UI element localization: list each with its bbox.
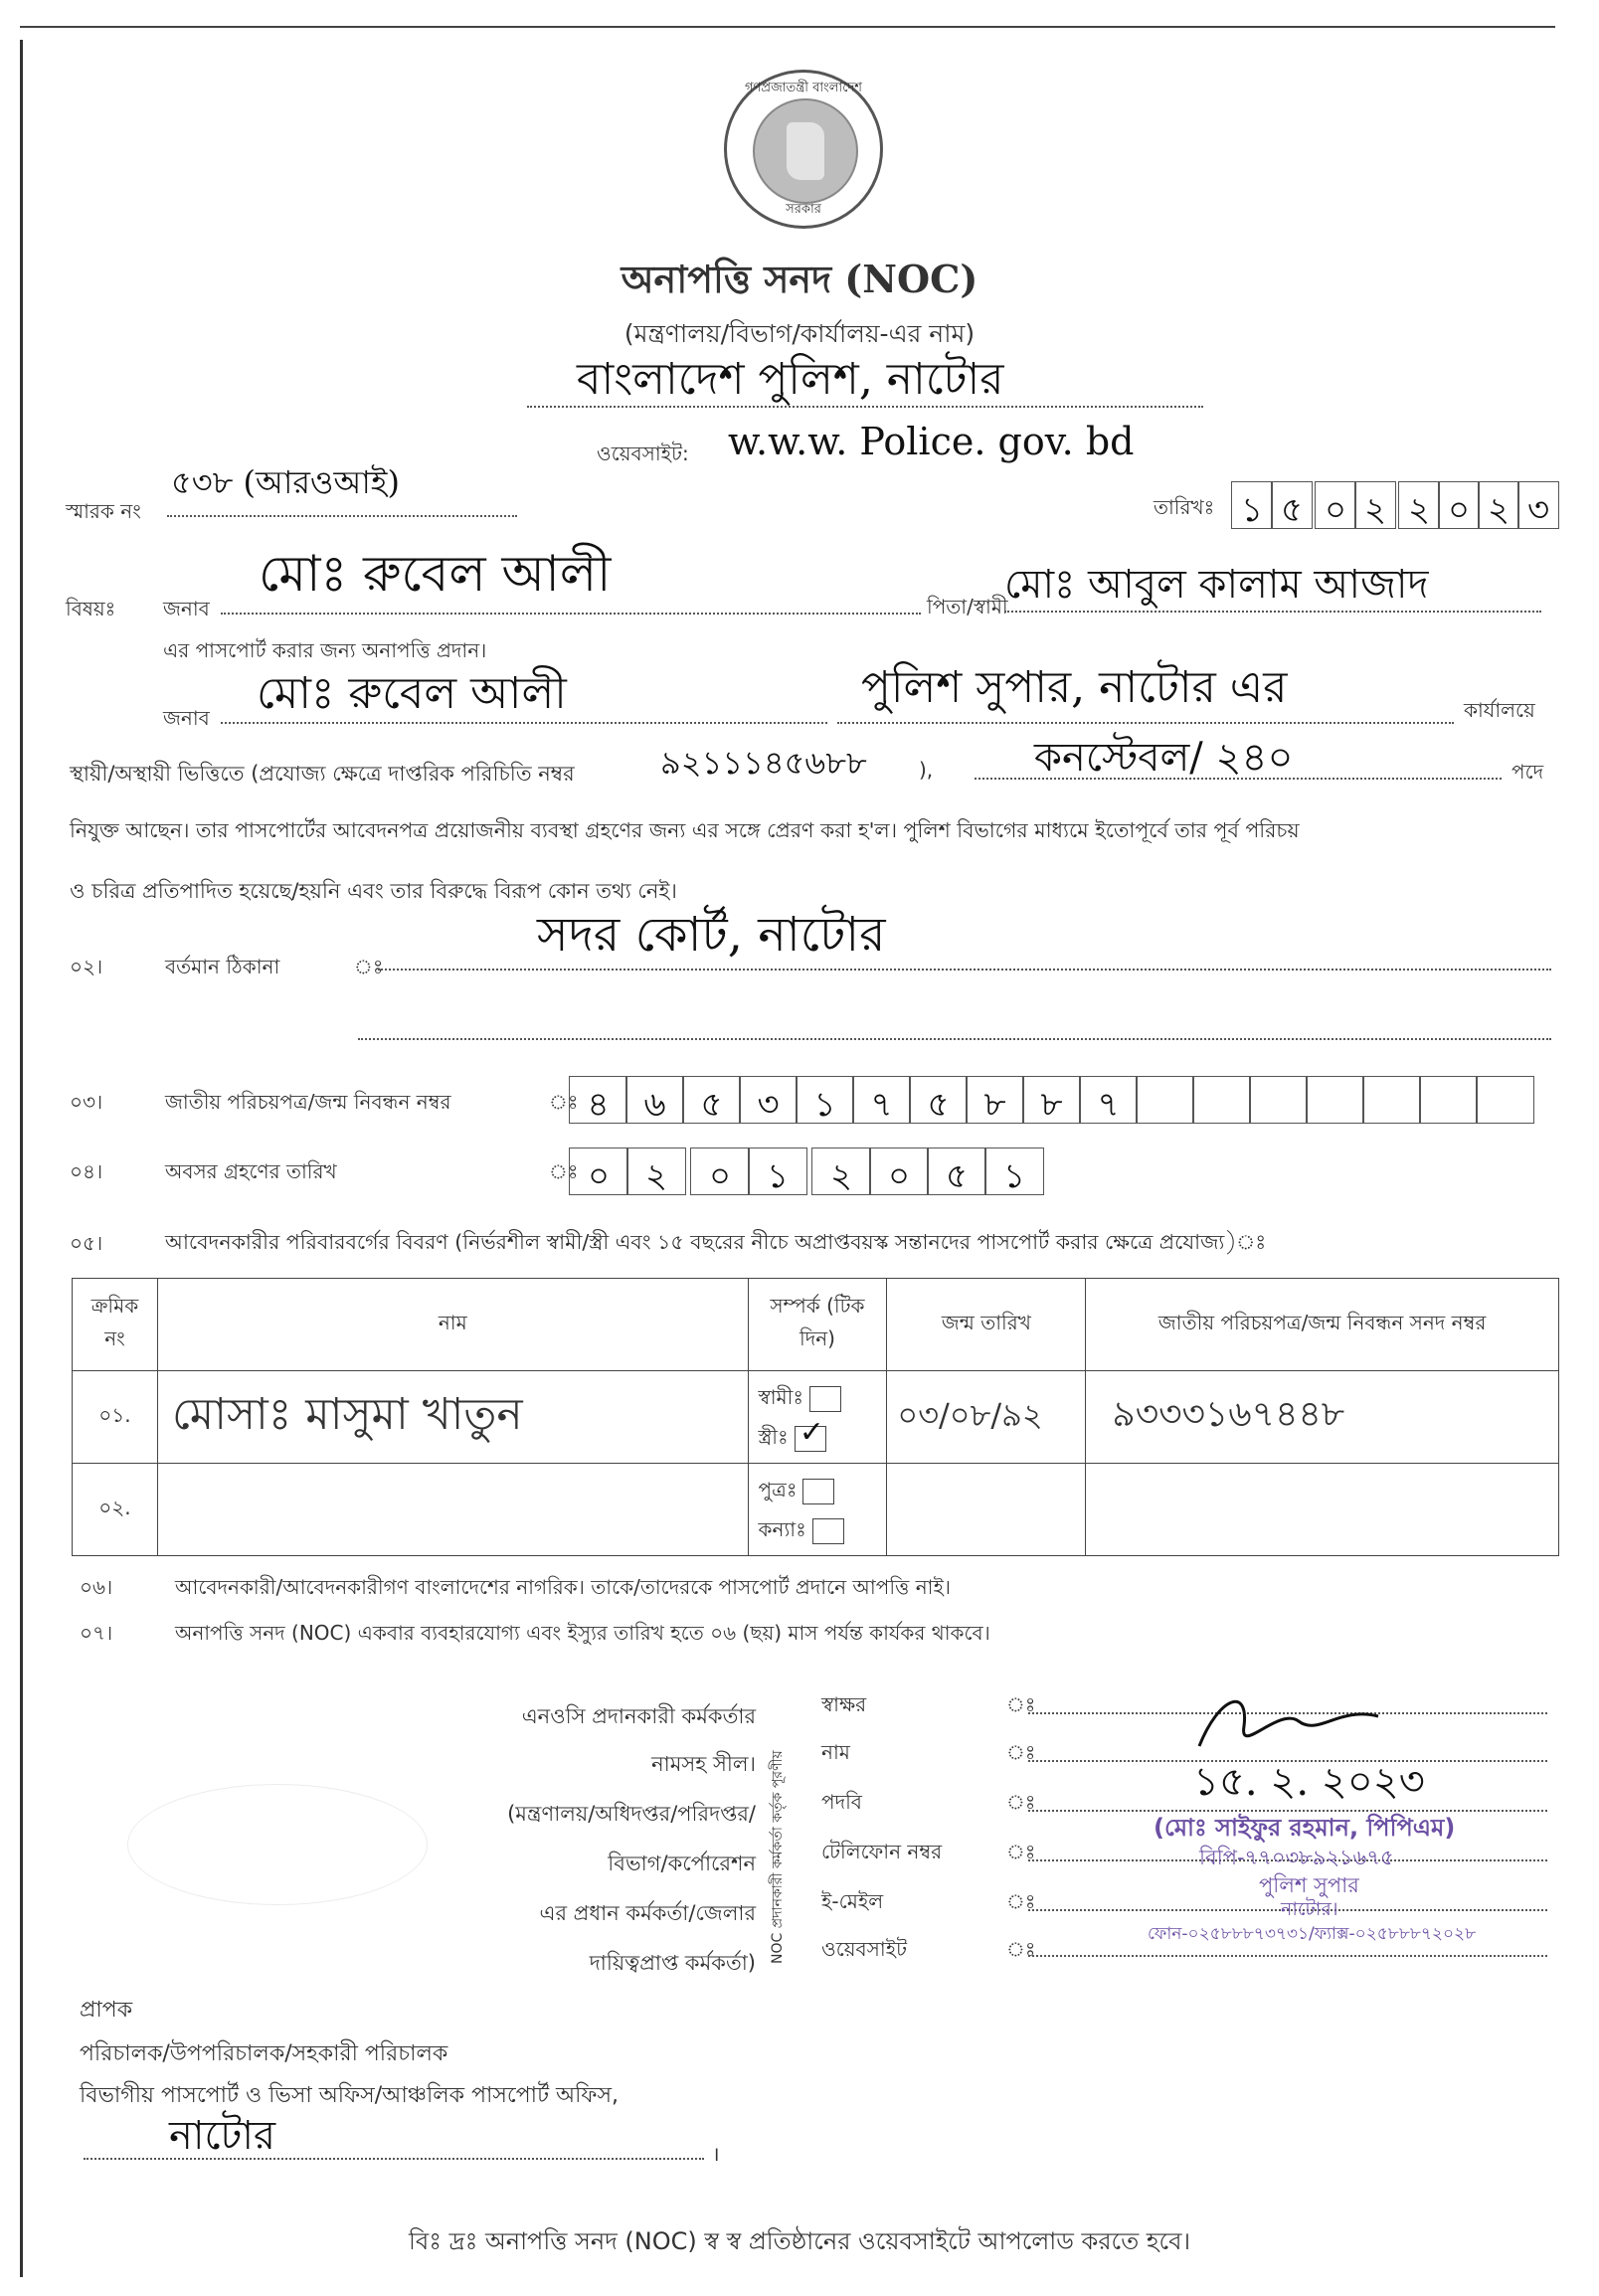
field-website-label: ওয়েবসাইট: [821, 1937, 907, 1961]
retirement-box: [927, 1148, 986, 1195]
father-name: মোঃ আবুল কালাম আজাদ: [1004, 562, 1429, 608]
relation-wife-label: স্ত্রীঃ: [758, 1425, 789, 1449]
applicant-name-line: [221, 613, 921, 615]
nid-box: [1136, 1076, 1194, 1124]
nid-box: [909, 1076, 968, 1124]
retirement-digit: ৫: [945, 1156, 969, 1196]
retirement-box: [569, 1148, 628, 1195]
field-email-label: ই-মেইল: [821, 1889, 884, 1913]
checkmark-icon: ✓: [799, 1414, 824, 1450]
issuer-description: [418, 1700, 756, 1997]
retirement-date-boxes: [569, 1148, 1058, 1195]
row-relation: [748, 1371, 887, 1464]
footer-note: বিঃ দ্রঃ অনাপত্তি সনদ (NOC) স্ব স্ব প্রতিষ্ঠানের ওয়েবসাইটে আপলোড করতে হবে।: [408, 2227, 1191, 2255]
colon-phone: ঃ: [1006, 1840, 1036, 1863]
item-04-number: ০৪।: [70, 1159, 103, 1183]
field-phone-label: টেলিফোন নম্বর: [821, 1840, 943, 1863]
body-name-line: [221, 722, 827, 724]
row-name: মোসাঃ মাসুমা খাতুন: [157, 1371, 748, 1464]
date-digit: ২: [1363, 490, 1387, 530]
date-digit: ২: [1407, 490, 1431, 530]
item-05-number: ০৫।: [70, 1231, 103, 1255]
nid-box: [1249, 1076, 1308, 1124]
issuer-vertical-label: NOC প্রদানকারী কর্মকর্তা কর্তৃক পূরণীয়: [770, 1750, 786, 1964]
address-line-2: [358, 1038, 1551, 1040]
note-06-number: ০৬।: [80, 1575, 113, 1599]
date-digit: ০: [1324, 490, 1347, 530]
colon-desig: ঃ: [1006, 1790, 1036, 1814]
item-02-label: বর্তমান ঠিকানা: [165, 955, 280, 978]
nid-box: [1192, 1076, 1251, 1124]
subject-label: বিষয়ঃ: [66, 597, 116, 620]
retirement-box: [984, 1148, 1044, 1195]
colon-04: ঃ: [549, 1159, 579, 1183]
date-digit: ১: [1240, 490, 1264, 530]
relation-son-label: পুত্রঃ: [758, 1478, 798, 1501]
stamp-phone: ফোন-০২৫৮৮৮৭৩৭৩১/ফ্যাক্স-০২৫৮৮৮৭২০২৮: [1148, 1924, 1477, 1944]
row-nid: ৯৩৩৩১৬৭৪৪৮: [1086, 1371, 1559, 1464]
basis-text: স্থায়ী/অস্থায়ী ভিত্তিতে (প্রযোজ্য ক্ষেত্রে দাপ্তরিক পরিচিতি নম্বর: [70, 762, 575, 786]
header-dob: জন্ম তারিখ: [887, 1279, 1086, 1371]
recipient-line1: পরিচালক/উপপরিচালক/সহকারী পরিচালক: [80, 2041, 448, 2066]
stamp-title: পুলিশ সুপার: [1259, 1873, 1359, 1897]
relation-son: [759, 1470, 886, 1509]
office-value: পুলিশ সুপার, নাটোর এর: [861, 662, 1288, 713]
post-suffix: পদে: [1511, 760, 1544, 784]
body-name: মোঃ রুবেল আলী: [257, 668, 567, 719]
colon-03: ঃ: [549, 1090, 579, 1114]
item-02-number: ০২।: [70, 955, 103, 978]
nid-box: [1362, 1076, 1421, 1124]
date-digit: ২: [1487, 490, 1510, 530]
date-box: [1438, 481, 1480, 529]
relation-husband: [759, 1377, 886, 1417]
government-seal: [724, 70, 883, 229]
header-relation: সম্পর্ক (টিক দিন): [748, 1279, 887, 1371]
date-box: [1478, 481, 1519, 529]
colon-web: ঃ: [1006, 1937, 1036, 1961]
nid-box: [852, 1076, 911, 1124]
applicant-name: মোঃ রুবেল আলী: [259, 545, 612, 603]
issuer-line: বিভাগ/কর্পোরেশন: [608, 1852, 756, 1875]
retirement-box: [748, 1148, 807, 1195]
nid-box: [1306, 1076, 1364, 1124]
colon-sig: ঃ: [1006, 1692, 1036, 1716]
relation-husband-label: স্বামীঃ: [758, 1385, 804, 1409]
website-label: ওয়েবসাইট:: [597, 442, 689, 465]
website-line: [1028, 1955, 1547, 1957]
date-boxes: [1231, 481, 1553, 529]
row-nid: [1086, 1464, 1559, 1556]
father-name-line: [1004, 611, 1541, 613]
row-dob: [887, 1464, 1086, 1556]
relation-daughter: [759, 1509, 886, 1549]
office-value-line: [837, 722, 1454, 724]
table-row: [73, 1371, 1559, 1464]
nid-box: [625, 1076, 684, 1124]
field-name-label: নাম: [821, 1740, 850, 1764]
nid-box: [1476, 1076, 1534, 1124]
husband-checkbox[interactable]: [809, 1386, 841, 1412]
body-paragraph-line2: ও চরিত্র প্রতিপাদিত হয়েছে/হয়নি এবং তার বিরুদ্ধে বিরূপ কোন তথ্য নেই।: [70, 879, 677, 903]
note-07: অনাপত্তি সনদ (NOC) একবার ব্যবহারযোগ্য এবং ইস্যুর তারিখ হতে ০৬ (ছয়) মাস পর্যন্ত কার্যকর থাকবে।: [175, 1621, 990, 1645]
nid-box: [1419, 1076, 1478, 1124]
memo-line: [167, 515, 517, 517]
colon-name: ঃ: [1006, 1740, 1036, 1764]
designation: কনস্টেবল/ ২৪০: [1034, 735, 1294, 781]
nid-box: [796, 1076, 854, 1124]
nid-digit: ৬: [643, 1085, 666, 1125]
retirement-box: [690, 1148, 750, 1195]
retirement-digit: ০: [587, 1156, 611, 1196]
date-box: [1517, 481, 1559, 529]
date-box: [1271, 481, 1313, 529]
relation-daughter-label: কন্যাঃ: [758, 1517, 806, 1541]
header-name: নাম: [157, 1279, 748, 1371]
nid-digit: ৩: [757, 1085, 780, 1125]
seal-emblem: [753, 98, 858, 204]
retirement-digit: ০: [887, 1156, 911, 1196]
header-serial: ক্রমিক নং: [73, 1279, 158, 1371]
body-paragraph-line1: নিযুক্ত আছেন। তার পাসপোর্টের আবেদনপত্র প্রয়োজনীয় ব্যবস্থা গ্রহণের জন্য এর সঙ্গে প্রেরণ করা হ'ল। পুলিশ বিভাগের মাধ্যমে ইতোপূর্বে তার পূর্ব পরিচয়: [70, 818, 1300, 842]
stamp-officer-name: (মোঃ সাইফুর রহমান, পিপিএম): [1154, 1814, 1456, 1842]
retirement-digit: ২: [644, 1156, 668, 1196]
date-box: [1231, 481, 1273, 529]
row-serial: ০১.: [73, 1371, 158, 1464]
recipient-city: নাটোর: [169, 2113, 275, 2159]
nid-digit: ৫: [700, 1085, 723, 1125]
page-subtitle: (মন্ত্রণালয়/বিভাগ/কার্যালয়-এর নাম): [623, 319, 976, 348]
son-checkbox[interactable]: [802, 1479, 834, 1504]
retirement-digit: ১: [766, 1156, 790, 1196]
nid-digit: ৭: [870, 1085, 893, 1125]
memo-label: স্মারক নং: [66, 499, 141, 523]
colon-email: ঃ: [1006, 1889, 1036, 1913]
nid-box: [682, 1076, 741, 1124]
issuer-line: (মন্ত্রণালয়/অধিদপ্তর/পরিদপ্তর/: [507, 1802, 756, 1826]
map-icon: [787, 122, 824, 180]
office-name-line: [527, 406, 1203, 408]
issuer-line: এনওসি প্রদানকারী কর্মকর্তার: [521, 1704, 756, 1728]
retirement-box: [811, 1148, 871, 1195]
subject-mr-label: জনাব: [163, 597, 210, 620]
issuer-line: দায়িত্বপ্রাপ্ত কর্মকর্তা): [589, 1951, 756, 1975]
retirement-digit: ২: [829, 1156, 853, 1196]
subject-purpose: এর পাসপোর্ট করার জন্য অনাপত্তি প্রদান।: [163, 638, 487, 662]
recipient-end-mark: ।: [712, 2142, 720, 2166]
nid-box: [739, 1076, 798, 1124]
office-name: বাংলাদেশ পুলিশ, নাটোর: [577, 354, 1004, 405]
id-number: ৯২১১১৪৫৬৮৮: [660, 744, 867, 782]
issuer-line: এর প্রধান কর্মকর্তা/জেলার: [539, 1901, 756, 1925]
recipient-label: প্রাপক: [80, 1998, 133, 2023]
father-label: পিতা/স্বামী: [927, 595, 1008, 618]
row-serial: ০২.: [73, 1464, 158, 1556]
retirement-digit: ০: [708, 1156, 732, 1196]
nid-box: [1079, 1076, 1138, 1124]
date-label: তারিখঃ: [1154, 495, 1215, 519]
note-06: আবেদনকারী/আবেদনকারীগণ বাংলাদেশের নাগরিক। তাকে/তাদেরকে পাসপোর্ট প্রদানে আপত্তি নাই।: [175, 1575, 952, 1599]
relation-wife: [758, 1414, 886, 1457]
page-border-top: [20, 26, 1555, 28]
seal-text-top: গণপ্রজাতন্ত্রী বাংলাদেশ: [745, 81, 862, 95]
nid-digit: ৫: [927, 1085, 950, 1125]
stamp-bp-number: বিপি-৭৭০৩৮৯২১৬৭৫: [1199, 1846, 1394, 1869]
date-box: [1354, 481, 1396, 529]
note-07-number: ০৭।: [80, 1621, 113, 1645]
date-digit: ০: [1447, 490, 1471, 530]
retirement-box: [869, 1148, 929, 1195]
date-digit: ৩: [1526, 490, 1550, 530]
row-name: [157, 1464, 748, 1556]
item-03-number: ০৩।: [70, 1090, 103, 1114]
current-address: সদর কোর্ট, নাটোর: [537, 907, 886, 963]
nid-box: [569, 1076, 627, 1124]
nid-digit: ৪: [587, 1085, 610, 1125]
faint-stamp-mark: [127, 1784, 428, 1905]
office-suffix: কার্যালয়ে: [1464, 698, 1535, 722]
item-05-text: আবেদনকারীর পরিবারবর্গের বিবরণ (নির্ভরশীল স্বামী/স্ত্রী এবং ১৫ বছরের নীচে অপ্রাপ্তবয়স্ক সন্তানদের পাসপোর্ট করার ক্ষেত্রে প্রযোজ্য)ঃ: [165, 1230, 1267, 1254]
retirement-box: [626, 1148, 686, 1195]
table-header-row: [73, 1279, 1559, 1371]
nid-digit: ৭: [1097, 1085, 1120, 1125]
stamp-district: নাটোর।: [1281, 1898, 1338, 1920]
page-title: অনাপত্তি সনদ (NOC): [621, 257, 978, 301]
family-table: [72, 1278, 1559, 1556]
header-nid: জাতীয় পরিচয়পত্র/জন্ম নিবন্ধন সনদ নম্বর: [1086, 1279, 1559, 1371]
row-relation: [748, 1464, 887, 1556]
field-designation-label: পদবি: [821, 1790, 862, 1814]
designation-line: [975, 778, 1502, 780]
item-04-label: অবসর গ্রহণের তারিখ: [165, 1159, 337, 1183]
recipient-line2: বিভাগীয় পাসপোর্ট ও ভিসা অফিস/আঞ্চলিক পাসপোর্ট অফিস,: [80, 2083, 619, 2108]
body-mr-label: জনাব: [163, 706, 210, 730]
date-box: [1315, 481, 1356, 529]
issuer-line: নামসহ সীল।: [651, 1752, 756, 1776]
wife-checkbox[interactable]: [795, 1414, 826, 1452]
recipient-city-line: [84, 2158, 704, 2160]
seal-text-bottom: সরকার: [786, 202, 821, 217]
nid-digit: ৮: [1040, 1085, 1063, 1125]
item-03-label: জাতীয় পরিচয়পত্র/জন্ম নিবন্ধন নম্বর: [165, 1090, 451, 1114]
date-digit: ৫: [1280, 490, 1304, 530]
address-line-1: [378, 969, 1551, 971]
nid-box: [966, 1076, 1024, 1124]
page-border-left: [20, 40, 23, 2277]
nid-digit: ১: [813, 1085, 836, 1125]
field-signature-label: স্বাক্ষর: [821, 1692, 867, 1716]
colon-02: ঃ: [354, 955, 384, 978]
row-dob: ০৩/০৮/৯২: [887, 1371, 1086, 1464]
nid-digit: ৮: [983, 1085, 1006, 1125]
nid-box: [1022, 1076, 1081, 1124]
signature-date: ১৫. ২. ২০২৩: [1193, 1759, 1425, 1805]
retirement-digit: ১: [1002, 1156, 1026, 1196]
paren-close: ),: [919, 758, 934, 782]
date-box: [1398, 481, 1440, 529]
daughter-checkbox[interactable]: [812, 1518, 844, 1544]
table-row: [73, 1464, 1559, 1556]
nid-boxes: [569, 1076, 1555, 1124]
website-value: w.w.w. Police. gov. bd: [728, 420, 1135, 463]
memo-value: ৫৩৮ (আরওআই): [171, 463, 400, 501]
